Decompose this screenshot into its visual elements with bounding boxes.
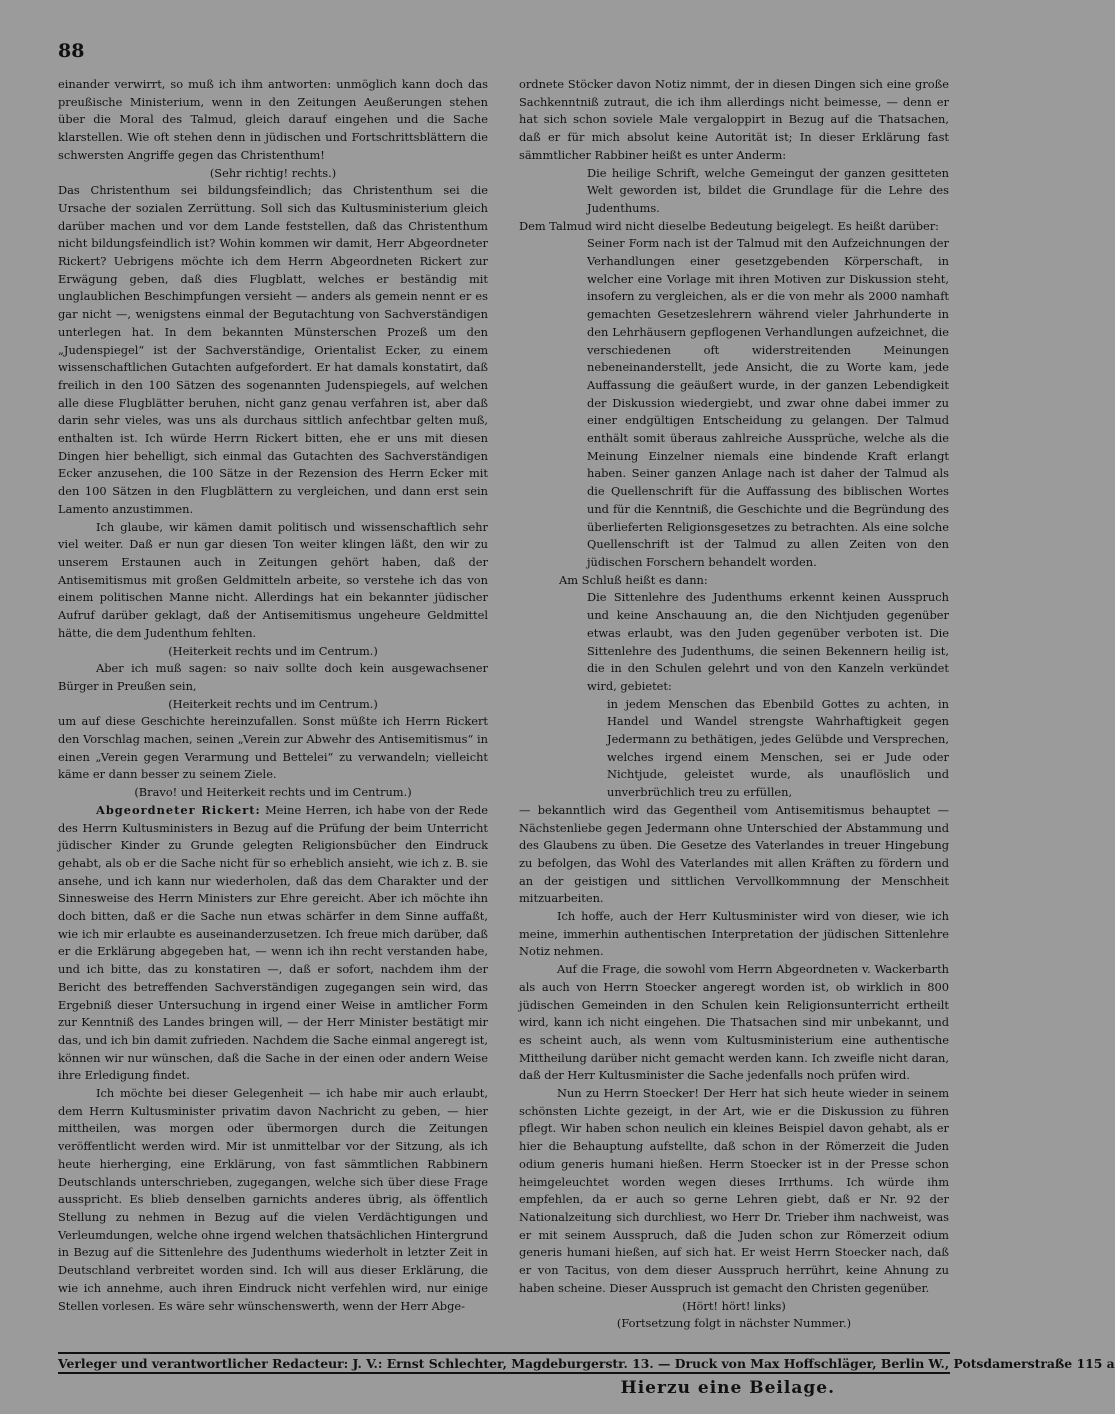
paragraph: Nun zu Herrn Stoecker! Der Herr hat sich heute wieder in seinem schönsten Lichte gezeigt, in der Art, wie er die Diskussion zu führen pflegt. Wir haben schon neulich ein kleines Beispiel davon gehabt, als er hier die Behauptung aufstellte, daß schon in der Römerzeit die Juden odium generis humani hießen. Herrn Stoecker ist in der Presse schon heimgeleuchtet worden wegen dieses Irrthums. Ich würde ihm empfehlen, da er auch so gerne Lehren giebt, daß er Nr. 92 der Nationalzeitung sich durchliest, wo Herr Dr. Trieber ihm nachweist, was er mit seinem Ausspruch, daß die Juden schon zur Römerzeit odium generis humani hießen, auf sich hat. Er weist Herrn Stoecker nach, daß er von Tacitus, von dem dieser Ausspruch herrührt, keine Ahnung zu haben scheine. Dieser Ausspruch ist gemacht den Christen gegenüber. [519, 1086, 949, 1295]
supplement-note: Hierzu eine Beilage. [620, 1378, 835, 1398]
paragraph: Dem Talmud wird nicht dieselbe Bedeutung beigelegt. Es heißt darüber: [519, 218, 940, 233]
paragraph-text: Meine Herren, ich habe von der Rede des Herrn Kultusministers in Bezug auf die Prüfung der beim Unterricht jüdischer Kinder zu Grunde gelegten Religionsbücher den Eindruck gehabt, als ob er die Sache nicht für so erheblich ansieht, wie ich z. B. sie ansehe, und ich kann nur wiederholen, daß das dem Charakter und der Sinnesweise des Herrn Ministers zur Ehre gereicht. Aber ich möchte ihn doch bitten, daß er die Sache nun etwas schärfer in dem Sinne auffaßt, wie ich mir erlaubte es auseinanderzusetzen. Ich freue mich darüber, daß er die Erklärung abgegeben hat, — wenn ich ihn recht verstanden habe, und ich bitte, das zu konstatiren —, daß er sofort, nachdem ihm der Bericht des betreffenden Sachverständigen zugegangen sein wird, das Ergebniß dieser Untersuchung in irgend einer Weise in amtlicher Form zur Kenntniß des Landes bringen will, — der Herr Minister bestätigt mir das, und ich bin damit zufrieden. Nachdem die Sache einmal angeregt ist, können wir nur wünschen, daß die Sache in der einen oder andern Weise ihre Erledigung findet. [58, 802, 488, 1083]
paragraph: Ich hoffe, auch der Herr Kultusminister wird von dieser, wie ich meine, immerhin authentischen Interpretation der jüdischen Sittenlehre Notiz nehmen. [519, 909, 949, 959]
footer-rule-bottom [58, 1372, 950, 1374]
paragraph: ordnete Stöcker davon Notiz nimmt, der in diesen Dingen sich eine große Sachkenntniß zutraut, die ich ihm allerdings nicht beimesse, — denn er hat sich schon soviele Male vergaloppirt in Bezug auf die Thatsachen, daß er für mich absolut keine Autorität ist; In dieser Erklärung fast sämmtlicher Rabbiner heißt es unter Anderm: [519, 77, 949, 162]
paragraph: (Heiterkeit rechts und im Centrum.) [168, 643, 378, 658]
paragraph: Das Christenthum sei bildungsfeindlich; das Christenthum sei die Ursache der sozialen Zerrüttung. Soll sich das Kultusministerium gleich darüber machen und vor dem Lande feststellen, daß das Christenthum nicht bildungsfeindlich ist? Wohin kommen wir damit, Herr Abgeordneter Rickert? Uebrigens möchte ich dem Herrn Abgeordneten Rickert zur Erwägung geben, daß dies Flugblatt, welches er beständig mit unglaublichen Beschimpfungen versieht — anders als gemein nennt er es gar nicht —, wenigstens einmal der Begutachtung von Sachverständigen unterlegen hat. In dem bekannten Münsterschen Prozeß um den „Judenspiegel“ ist der Sachverständige, Orientalist Ecker, zu einem wissenschaftlichen Gutachten aufgefordert. Er hat damals konstatirt, daß freilich in den 100 Sätzen des sogenannten Judenspiegels, auf welchen alle diese Flugblätter beruhen, nicht ganz genau verfahren ist, aber daß darin sehr vieles, was uns als durchaus sittlich anfechtbar gelten muß, enthalten ist. Ich würde Herrn Rickert bitten, ehe er uns mit diesen Dingen hier behelligt, sich einmal das Gutachten des Sachverständigen Ecker anzusehen, die 100 Sätze in der Rezension des Herrn Ecker mit den 100 Sätzen in den Flugblättern zu vergleichen, und dann erst sein Lamento anzustimmen. [58, 183, 488, 516]
paragraph: Seiner Form nach ist der Talmud mit den Aufzeichnungen der Verhandlungen einer gesetzgebenden Körperschaft, in welcher eine Vorlage mit ihren Motiven zur Diskussion steht, insofern zu vergleichen, als er die von mehr als 2000 namhaft gemachten Gesetzeslehrern während vieler Jahrhunderte in den Lehrhäusern gepflogenen Verhandlungen aufzeichnet, die verschiedenen oft widerstreitenden Meinungen nebeneinanderstellt, jede Ansicht, die zu Worte kam, jede Auffassung die geäußert wurde, in der ganzen Lebendigkeit der Diskussion wiedergiebt, und zwar ohne dabei immer zu einer endgültigen Entscheidung zu gelangen. Der Talmud enthält somit überaus zahlreiche Aussprüche, welche als die Meinung Einzelner niemals eine bindende Kraft erlangt haben. Seiner ganzen Anlage nach ist daher der Talmud als die Quellenschrift für die Auffassung des biblischen Wortes und für die Kenntniß, die Geschichte und die Begründung des überlieferten Religionsgesetzes zu betrachten. Als eine solche Quellenschrift ist der Talmud zu allen Zeiten von den jüdischen Forschern behandelt worden. [587, 236, 949, 569]
left-column [58, 76, 488, 1315]
paragraph: (Heiterkeit rechts und im Centrum.) [168, 696, 378, 711]
paragraph: (Fortsetzung folgt in nächster Nummer.) [616, 1316, 852, 1331]
paragraph: (Sehr richtig! rechts.) [209, 165, 337, 180]
paragraph: Auf die Frage, die sowohl vom Herrn Abgeordneten v. Wackerbarth als auch von Herrn Stoecker angeregt worden ist, ob wirklich in 800 jüdischen Gemeinden in den Schulen kein Religionsunterricht ertheilt wird, kann ich nicht eingehen. Die Thatsachen sind mir unbekannt, und es scheint auch, als wenn vom Kultusministerium eine authentische Mittheilung darüber nicht gemacht werden kann. Ich zweifle nicht daran, daß der Herr Kultusminister die Sache jedenfalls noch prüfen wird. [519, 962, 949, 1083]
colophon: Verleger und verantwortlicher Redacteur: J. V.: Ernst Schlechter, Magdeburgerstr. 13. — Druck von Max Hoffschläger, Berlin W., Potsdamerstraße 115 a [58, 1356, 1115, 1371]
paragraph: Ich möchte bei dieser Gelegenheit — ich habe mir auch erlaubt, dem Herrn Kultusminister privatim davon Nachricht zu geben, — hier mittheilen, was morgen oder übermorgen durch die Zeitungen veröffentlicht werden wird. Mir ist unmittelbar vor der Sitzung, als ich heute hierherging, eine Erklärung, von fast sämmtlichen Rabbinern Deutschlands unterschrieben, zugegangen, welche sich über diese Frage ausspricht. Es blieb denselben garnichts anderes übrig, als öffentlich Stellung zu nehmen in Bezug auf die vielen Verdächtigungen und Verleumdungen, welche ohne irgend welchen thatsächlichen Hintergrund in Bezug auf die Sittenlehre des Judenthums wiederholt in letzter Zeit in Deutschland verbreitet worden sind. Ich will aus dieser Erklärung, die wie ich annehme, auch ihren Eindruck nicht verfehlen wird, nur einige Stellen vorlesen. Es wäre sehr wünschenswerth, wenn der Herr Abge- [58, 1086, 488, 1313]
paragraph: um auf diese Geschichte hereinzufallen. Sonst müßte ich Herrn Rickert den Vorschlag machen, seinen „Verein zur Abwehr des Antisemitismus“ in einen „Verein gegen Verarmung und Bettelei“ zu verwandeln; vielleicht käme er dann besser zu seinem Ziele. [58, 714, 488, 782]
speaker-name: Abgeordneter Rickert: [96, 802, 261, 817]
paragraph: — bekanntlich wird das Gegentheil vom Antisemitismus behauptet — Nächstenliebe gegen Jedermann ohne Unterschied der Abstammung und des Glaubens zu üben. Die Gesetze des Vaterlandes in treuer Hingebung zu befolgen, das Wohl des Vaterlandes mit allen Kräften zu fördern und an der geistigen und sittlichen Vervollkommnung der Menschheit mitzuarbeiten. [519, 802, 949, 906]
paragraph: Die heilige Schrift, welche Gemeingut der ganzen gesitteten Welt geworden ist, bildet die Grundlage für die Lehre des Judenthums. [587, 165, 949, 215]
paragraph: Die Sittenlehre des Judenthums erkennt keinen Ausspruch und keine Anschauung an, die den Nichtjuden gegenüber etwas erlaubt, was den Juden gegenüber verboten ist. Die Sittenlehre des Judenthums, die seinen Bekennern heilig ist, die in den Schulen gelehrt und von den Kanzeln verkündet wird, gebietet: [587, 590, 949, 693]
page-number: 88 [58, 40, 85, 62]
right-column [519, 76, 949, 1333]
footer-rule-top [58, 1352, 950, 1354]
paragraph: Aber ich muß sagen: so naiv sollte doch kein ausgewachsener Bürger in Preußen sein, [58, 661, 488, 693]
paragraph: (Bravo! und Heiterkeit rechts und im Centrum.) [134, 785, 412, 800]
paragraph: einander verwirrt, so muß ich ihm antworten: unmöglich kann doch das preußische Ministerium, wenn in den Zeitungen Aeußerungen stehen über die Moral des Talmud, gleich darauf eingehen und die Sache klarstellen. Wie oft stehen denn in jüdischen und Fortschrittsblättern die schwersten Angriffe gegen das Christenthum! [58, 77, 488, 162]
paragraph: Ich glaube, wir kämen damit politisch und wissenschaftlich sehr viel weiter. Daß er nun gar diesen Ton weiter klingen läßt, den wir zu unserem Erstaunen auch in Zeitungen gehört haben, daß der Antisemitismus mit großen Geldmitteln arbeite, so verstehe ich das von einem politischen Manne nicht. Allerdings hat ein bekannter jüdischer Aufruf darüber geklagt, daß der Antisemitismus ungeheure Geldmittel hätte, die dem Judenthum fehlten. [58, 519, 488, 640]
paragraph: (Hört! hört! links) [682, 1298, 786, 1313]
paragraph: in jedem Menschen das Ebenbild Gottes zu achten, in Handel und Wandel strengste Wahrhaftigkeit gegen Jedermann zu bethätigen, jedes Gelübde und Versprechen, welches irgend einem Menschen, sei er Jude oder Nichtjude, geleistet wurde, als unauflöslich und unverbrüchlich treu zu erfüllen, [607, 696, 949, 800]
paragraph: Am Schluß heißt es dann: [559, 572, 708, 587]
paragraph [58, 802, 488, 1085]
